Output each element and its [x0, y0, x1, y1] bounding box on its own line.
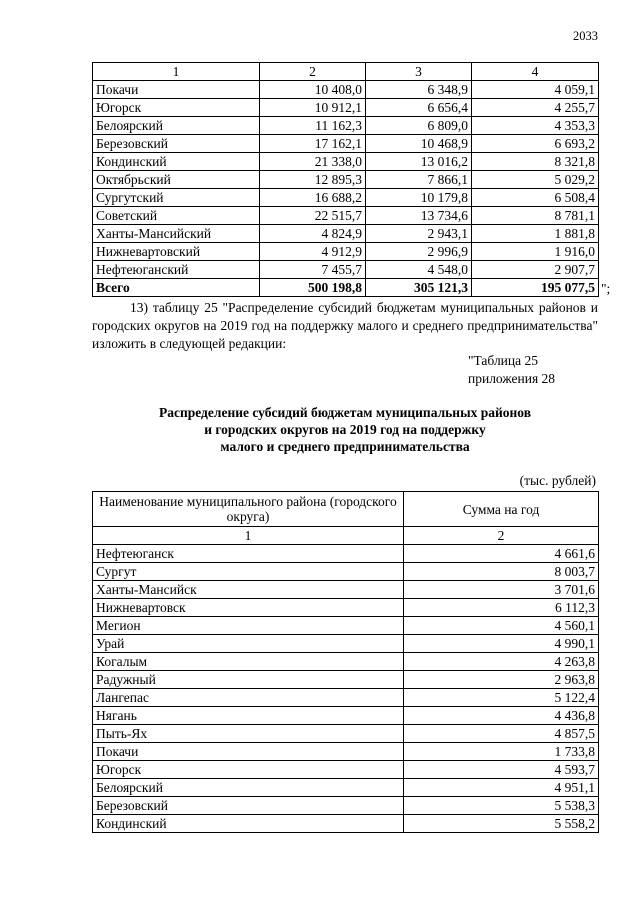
table-row — [93, 545, 599, 563]
table-row — [93, 99, 599, 117]
sum-cell: 4 661,6 — [404, 545, 599, 563]
value-cell: 4 255,7 — [472, 99, 599, 117]
table-row — [93, 225, 599, 243]
table-row — [93, 779, 599, 797]
table-row — [93, 189, 599, 207]
table-reference-line: приложения 28 — [468, 371, 556, 386]
paragraph-text: 13) таблицу 25 "Распределение субсидий бюджетам муниципальных районов и городских округов на 2019 год на поддержку малого и среднего предпринимательства" изложить в следующей редакции: — [92, 300, 598, 351]
municipality-name: Урай — [93, 635, 404, 653]
municipality-name: Покачи — [93, 743, 404, 761]
sum-cell: 2 963,8 — [404, 671, 599, 689]
value-cell: 22 515,7 — [260, 207, 366, 225]
sum-cell: 6 112,3 — [404, 599, 599, 617]
table-row — [93, 725, 599, 743]
district-name: Октябрьский — [93, 171, 260, 189]
header-cell: 4 — [472, 63, 599, 81]
units-label: (тыс. рублей) — [519, 473, 596, 488]
municipality-name: Югорск — [93, 761, 404, 779]
table-row — [93, 117, 599, 135]
sum-cell: 3 701,6 — [404, 581, 599, 599]
column-header-name: Наименование муниципального района (городского округа) — [93, 492, 404, 527]
value-cell: 4 059,1 — [472, 81, 599, 99]
table-row — [93, 171, 599, 189]
table-row — [93, 671, 599, 689]
municipality-name: Березовский — [93, 797, 404, 815]
value-cell: 4 353,3 — [472, 117, 599, 135]
value-cell: 6 656,4 — [366, 99, 472, 117]
heading-line: и городских округов на 2019 год на поддержку — [204, 422, 486, 437]
table-row — [93, 261, 599, 279]
value-cell: 2 943,1 — [366, 225, 472, 243]
municipality-name: Когалым — [93, 653, 404, 671]
sum-cell: 4 593,7 — [404, 761, 599, 779]
table-row — [93, 743, 599, 761]
heading-line: малого и среднего предпринимательства — [220, 439, 470, 454]
value-cell: 6 508,4 — [472, 189, 599, 207]
table-row — [93, 243, 599, 261]
value-cell: 2 996,9 — [366, 243, 472, 261]
page-number: 2033 — [573, 29, 598, 43]
sum-cell: 1 733,8 — [404, 743, 599, 761]
value-cell: 13 016,2 — [366, 153, 472, 171]
value-cell: 6 348,9 — [366, 81, 472, 99]
table-row — [93, 135, 599, 153]
district-name: Кондинский — [93, 153, 260, 171]
total-label: Всего — [93, 279, 260, 297]
table-reference — [468, 352, 555, 388]
value-cell: 1 916,0 — [472, 243, 599, 261]
value-cell: 8 781,1 — [472, 207, 599, 225]
sum-cell: 4 560,1 — [404, 617, 599, 635]
municipality-name: Нягань — [93, 707, 404, 725]
value-cell: 17 162,1 — [260, 135, 366, 153]
municipality-name: Нефтеюганск — [93, 545, 404, 563]
table-row — [93, 815, 599, 833]
sum-cell: 5 558,2 — [404, 815, 599, 833]
table-row — [93, 617, 599, 635]
table-row — [93, 761, 599, 779]
municipality-name: Радужный — [93, 671, 404, 689]
amendment-paragraph — [92, 299, 598, 353]
municipality-name: Пыть-Ях — [93, 725, 404, 743]
column-number: 2 — [404, 527, 599, 545]
value-cell: 11 162,3 — [260, 117, 366, 135]
value-cell: 2 907,7 — [472, 261, 599, 279]
district-name: Нефтеюганский — [93, 261, 260, 279]
value-cell: 6 809,0 — [366, 117, 472, 135]
table-row — [93, 563, 599, 581]
table-row — [93, 207, 599, 225]
table-row — [93, 581, 599, 599]
value-cell: 16 688,2 — [260, 189, 366, 207]
value-cell: 7 455,7 — [260, 261, 366, 279]
district-name: Покачи — [93, 81, 260, 99]
column-header-sum: Сумма на год — [404, 492, 599, 527]
column-number: 1 — [93, 527, 404, 545]
value-cell: 8 321,8 — [472, 153, 599, 171]
table-row — [93, 153, 599, 171]
table-row — [93, 707, 599, 725]
district-name: Сургутский — [93, 189, 260, 207]
table-reference-line: "Таблица 25 — [468, 353, 538, 368]
municipality-name: Лангепас — [93, 689, 404, 707]
municipality-name: Мегион — [93, 617, 404, 635]
table-row — [93, 81, 599, 99]
value-cell: 1 881,8 — [472, 225, 599, 243]
municipality-name: Кондинский — [93, 815, 404, 833]
sum-cell: 4 436,8 — [404, 707, 599, 725]
sum-cell: 4 951,1 — [404, 779, 599, 797]
column-number-row — [93, 527, 599, 545]
table-row — [93, 653, 599, 671]
subsidy-table-continuation — [92, 62, 599, 297]
municipality-name: Ханты-Мансийск — [93, 581, 404, 599]
table-closing-quote: "; — [601, 281, 611, 296]
header-cell: 1 — [93, 63, 260, 81]
table-header-row — [93, 492, 599, 527]
subsidy-distribution-table — [92, 491, 599, 833]
sum-cell: 8 003,7 — [404, 563, 599, 581]
sum-cell: 4 857,5 — [404, 725, 599, 743]
total-value: 195 077,5 — [472, 279, 599, 297]
table-row — [93, 797, 599, 815]
header-cell: 3 — [366, 63, 472, 81]
value-cell: 10 912,1 — [260, 99, 366, 117]
value-cell: 7 866,1 — [366, 171, 472, 189]
value-cell: 10 408,0 — [260, 81, 366, 99]
value-cell: 12 895,3 — [260, 171, 366, 189]
header-cell: 2 — [260, 63, 366, 81]
district-name: Нижневартовский — [93, 243, 260, 261]
sum-cell: 5 122,4 — [404, 689, 599, 707]
value-cell: 4 912,9 — [260, 243, 366, 261]
municipality-name: Нижневартовск — [93, 599, 404, 617]
total-row — [93, 279, 599, 297]
value-cell: 6 693,2 — [472, 135, 599, 153]
district-name: Белоярский — [93, 117, 260, 135]
value-cell: 4 824,9 — [260, 225, 366, 243]
municipality-name: Сургут — [93, 563, 404, 581]
district-name: Советский — [93, 207, 260, 225]
value-cell: 5 029,2 — [472, 171, 599, 189]
table-row — [93, 689, 599, 707]
district-name: Ханты-Мансийский — [93, 225, 260, 243]
heading-line: Распределение субсидий бюджетам муниципальных районов — [158, 405, 532, 420]
value-cell: 21 338,0 — [260, 153, 366, 171]
table-row — [93, 599, 599, 617]
table-row — [93, 635, 599, 653]
value-cell: 13 734,6 — [366, 207, 472, 225]
sum-cell: 4 990,1 — [404, 635, 599, 653]
district-name: Югорск — [93, 99, 260, 117]
value-cell: 4 548,0 — [366, 261, 472, 279]
value-cell: 10 468,9 — [366, 135, 472, 153]
municipality-name: Белоярский — [93, 779, 404, 797]
table-heading — [92, 404, 598, 455]
total-value: 500 198,8 — [260, 279, 366, 297]
table-header-row — [93, 63, 599, 81]
sum-cell: 5 538,3 — [404, 797, 599, 815]
value-cell: 10 179,8 — [366, 189, 472, 207]
total-value: 305 121,3 — [366, 279, 472, 297]
sum-cell: 4 263,8 — [404, 653, 599, 671]
district-name: Березовский — [93, 135, 260, 153]
